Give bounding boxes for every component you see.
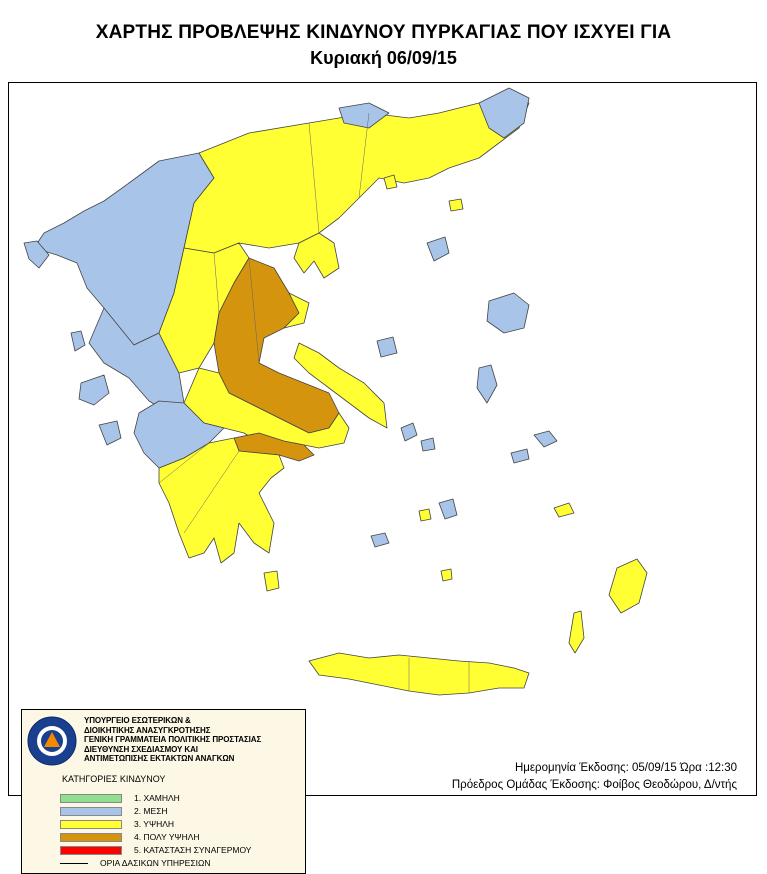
legend-boundary xyxy=(60,859,300,869)
island-kythira xyxy=(264,571,279,591)
island-rhodes xyxy=(609,559,647,613)
island-chios xyxy=(477,365,497,403)
legend-label-medium: 2. ΜΕΣΗ xyxy=(134,806,168,816)
island-naxos xyxy=(439,499,457,519)
island-tinos xyxy=(421,438,435,451)
legend-label-low: 1. ΧΑΜΗΛΗ xyxy=(134,793,180,803)
island-crete-high xyxy=(309,653,529,695)
risk-categories-title: ΚΑΤΗΓΟΡΙΕΣ ΚΙΝΔΥΝΟΥ xyxy=(62,774,166,784)
legend-swatch-low xyxy=(60,794,122,803)
organization-block xyxy=(84,716,306,764)
legend-category-medium xyxy=(60,807,300,816)
legend-swatch-alert xyxy=(60,846,122,855)
legend-category-very-high xyxy=(60,833,300,842)
org-line: ΥΠΟΥΡΓΕΙΟ ΕΣΩΤΕΡΙΚΩΝ & xyxy=(84,716,191,725)
civil-protection-logo-icon xyxy=(27,716,77,766)
island-milos xyxy=(371,533,389,547)
island-lefkada xyxy=(71,331,85,351)
island-zakynthos xyxy=(99,421,121,445)
legend-category-low xyxy=(60,794,300,803)
island-santorini xyxy=(441,569,452,581)
legend-swatch-very-high xyxy=(60,833,122,842)
legend-label-very-high: 4. ΠΟΛΥ ΥΨΗΛΗ xyxy=(134,832,200,842)
org-line: ΑΝΤΙΜΕΤΩΠΙΣΗΣ ΕΚΤΑΚΤΩΝ ΑΝΑΓΚΩΝ xyxy=(84,754,235,764)
island-samothraki xyxy=(449,199,463,211)
island-kos xyxy=(554,503,574,517)
issue-date: Ημερομηνία Έκδοσης: 05/09/15 Ώρα :12:30 xyxy=(515,762,737,774)
island-samos xyxy=(534,431,557,447)
issuer: Πρόεδρος Ομάδας Έκδοσης: Φοίβος Θεοδώρου, Δ/ντής xyxy=(451,779,737,791)
boundary-label: ΟΡΙΑ ΔΑΣΙΚΩΝ ΥΠΗΡΕΣΙΩΝ xyxy=(100,858,211,868)
boundary-line-sample xyxy=(60,863,88,864)
island-karpathos xyxy=(569,611,584,653)
legend-box xyxy=(21,709,306,874)
org-line: ΔΙΟΙΚΗΤΙΚΗΣ ΑΝΑΣΥΓΚΡΟΤΗΣΗΣ xyxy=(84,725,211,735)
legend-swatch-medium xyxy=(60,807,122,816)
org-line: ΔΙΕΥΘΥΝΣΗ ΣΧΕΔΙΑΣΜΟΥ ΚΑΙ xyxy=(84,744,198,754)
island-lesvos xyxy=(487,293,529,333)
island-skyros xyxy=(377,337,397,357)
greece-risk-map xyxy=(9,83,756,795)
legend-swatch-high xyxy=(60,820,122,829)
island-andros xyxy=(401,423,417,441)
legend-label-alert: 5. ΚΑΤΑΣΤΑΣΗ ΣΥΝΑΓΕΡΜΟΥ xyxy=(134,845,252,855)
map-date: Κυριακή 06/09/15 xyxy=(310,48,457,68)
map-title: ΧΑΡΤΗΣ ΠΡΟΒΛΕΨΗΣ ΚΙΝΔΥΝΟΥ ΠΥΡΚΑΓΙΑΣ ΠΟΥ ΙΣΧΥΕΙ ΓΙΑ xyxy=(95,22,672,43)
island-paros xyxy=(419,509,431,521)
island-kefalonia xyxy=(79,375,109,405)
org-line: ΓΕΝΙΚΗ ΓΡΑΜΜΑΤΕΙΑ ΠΟΛΙΤΙΚΗΣ ΠΡΟΣΤΑΣΙΑΣ xyxy=(84,735,262,745)
island-limnos xyxy=(427,237,449,261)
legend-category-high xyxy=(60,820,300,829)
legend-label-high: 3. ΥΨΗΛΗ xyxy=(134,819,175,829)
map-frame xyxy=(8,82,757,868)
island-ikaria xyxy=(511,449,529,463)
legend-category-alert xyxy=(60,846,300,855)
